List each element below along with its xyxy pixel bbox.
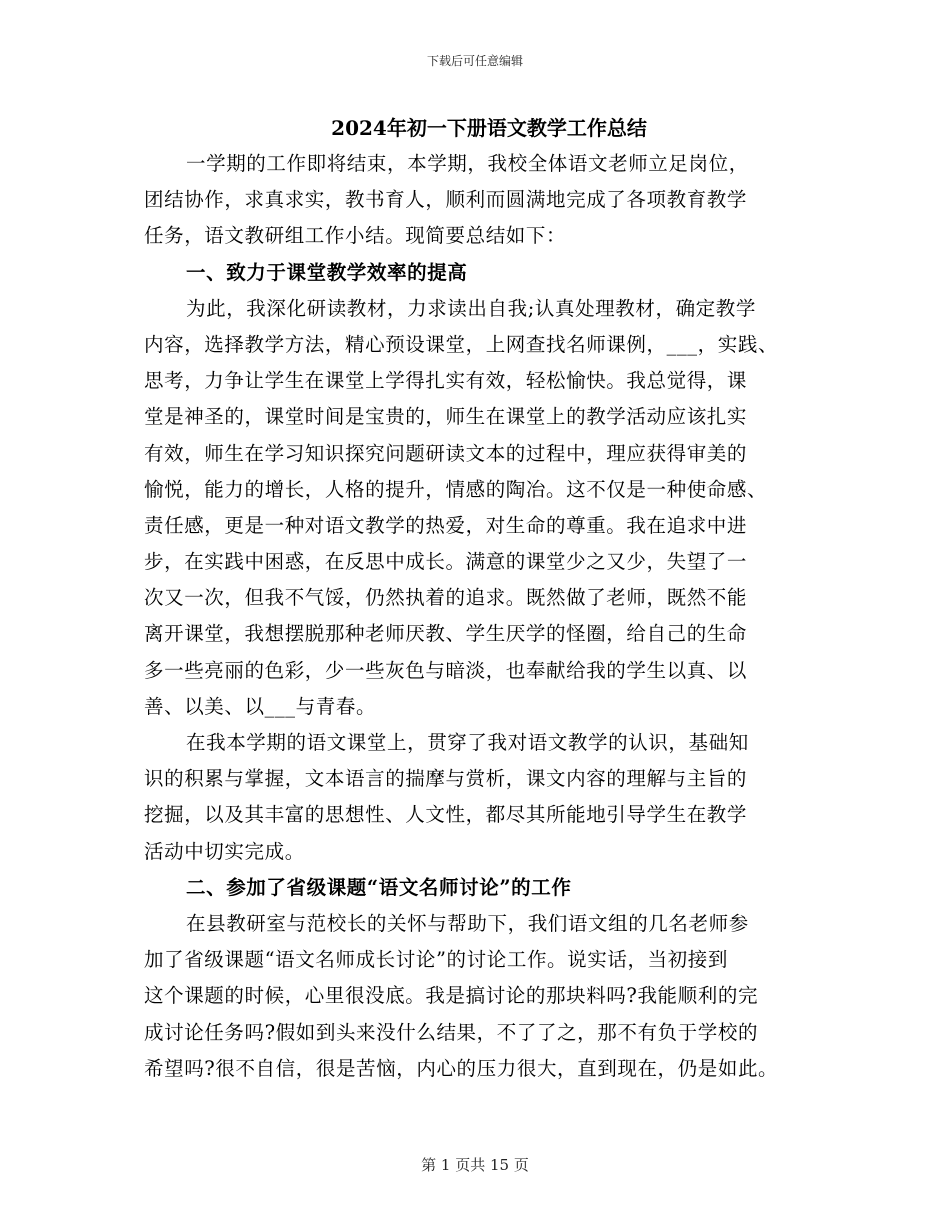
text-line: 思考，力争让学生在课堂上学得扎实有效，轻松愉快。我总觉得，课: [144, 369, 748, 393]
text-line: 步，在实践中困惑，在反思中成长。满意的课堂少之又少，失望了一: [144, 550, 748, 574]
text-line: 活动中切实完成。: [144, 839, 305, 863]
text-line: 识的积累与掌握，文本语言的揣摩与赏析，课文内容的理解与主旨的: [144, 767, 748, 791]
page-number: 第 1 页共 15 页: [421, 1156, 529, 1174]
text-line: 次又一次，但我不气馁，仍然执着的追求。既然做了老师，既然不能: [144, 586, 748, 610]
section-heading: 一、致力于课堂教学效率的提高: [186, 260, 468, 284]
section-heading: 二、参加了省级课题“语文名师讨论”的工作: [186, 875, 572, 899]
text-line: 责任感，更是一种对语文教学的热爱，对生命的尊重。我在追求中进: [144, 513, 748, 537]
text-line: 有效，师生在学习知识探究问题研读文本的过程中，理应获得审美的: [144, 441, 748, 465]
text-line: 离开课堂，我想摆脱那种老师厌教、学生厌学的怪圈，给自己的生命: [144, 622, 748, 646]
text-line: 在县教研室与范校长的关怀与帮助下，我们语文组的几名老师参: [186, 911, 749, 935]
paragraph-lines: [144, 146, 824, 1087]
page-header-note: 下载后可任意编辑: [426, 54, 523, 68]
document-title: 2024年初一下册语文教学工作总结: [331, 116, 647, 140]
text-line: 任务，语文教研组工作小结。现简要总结如下：: [144, 224, 567, 248]
text-line: 善、以美、以___与青春。: [144, 694, 377, 718]
document-body: [144, 110, 824, 1087]
text-line: 希望吗?很不自信，很是苦恼，内心的压力很大，直到现在，仍是如此。: [144, 1056, 779, 1080]
text-line: 一学期的工作即将结束，本学期，我校全体语文老师立足岗位，: [186, 152, 749, 175]
text-line: 堂是神圣的，课堂时间是宝贵的，师生在课堂上的教学活动应该扎实: [144, 405, 748, 429]
text-line: 在我本学期的语文课堂上，贯穿了我对语文教学的认识，基础知: [186, 731, 749, 754]
text-line: 加了省级课题“语文名师成长讨论”的讨论工作。说实话，当初接到: [144, 948, 728, 972]
text-line: 这个课题的时候，心里很没底。我是搞讨论的那块料吗?我能顺利的完: [144, 984, 759, 1008]
text-line: 团结协作，求真求实，教书育人，顺利而圆满地完成了各项教育教学: [144, 188, 748, 212]
text-line: 成讨论任务吗?假如到头来没什么结果，不了了之，那不有负于学校的: [144, 1020, 759, 1044]
text-line: 内容，选择教学方法，精心预设课堂，上网查找名师课例，___，实践、: [144, 332, 779, 356]
text-line: 愉悦，能力的增长，人格的提升，情感的陶冶。这不仅是一种使命感、: [144, 477, 768, 501]
text-line: 挖掘，以及其丰富的思想性、人文性，都尽其所能地引导学生在教学: [144, 803, 748, 827]
text-line: 多一些亮丽的色彩，少一些灰色与暗淡，也奉献给我的学生以真、以: [144, 658, 748, 682]
text-line: 为此，我深化研读教材，力求读出自我;认真处理教材，确定教学: [186, 296, 756, 320]
